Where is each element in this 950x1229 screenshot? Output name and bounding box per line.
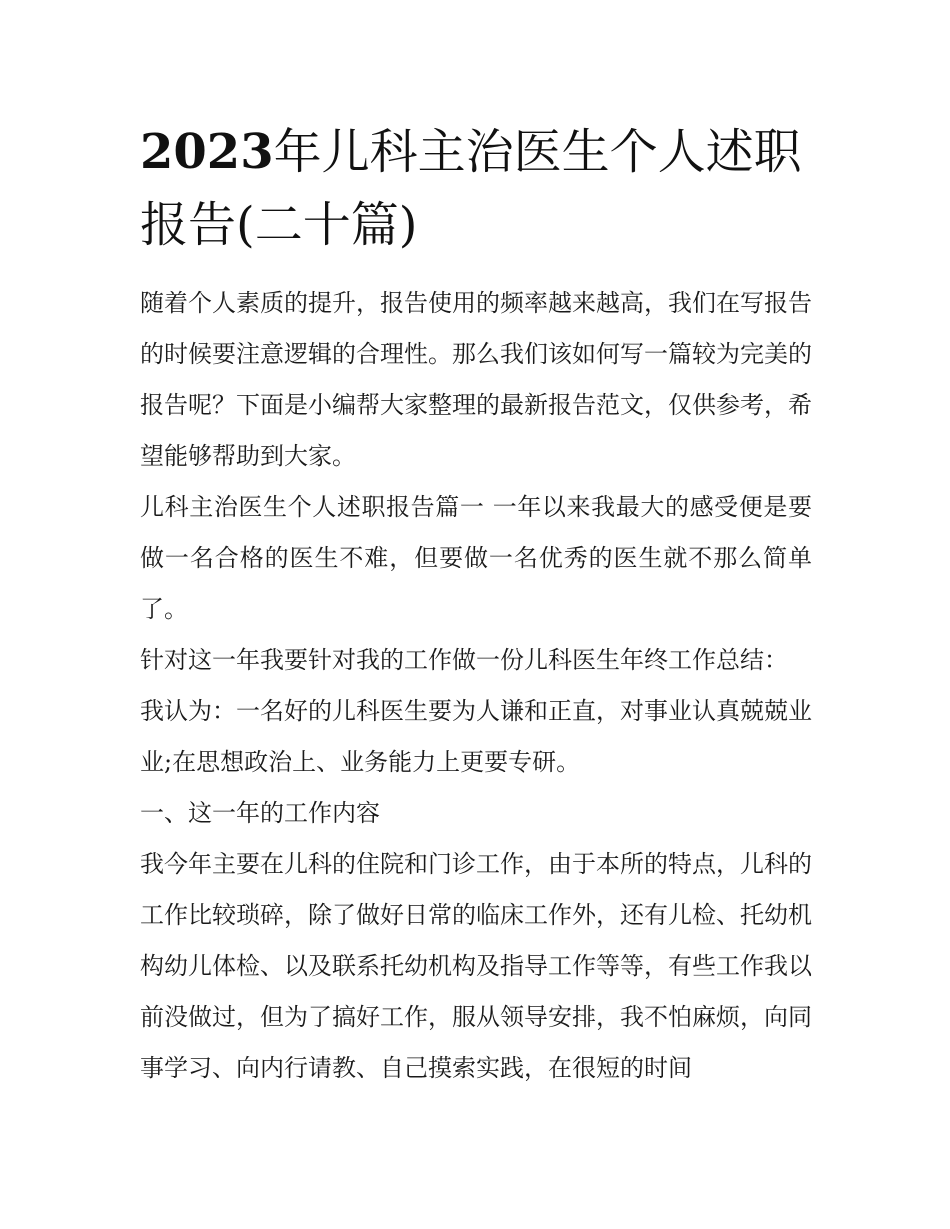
paragraph-chapter-one-opening: 儿科主治医生个人述职报告篇一 一年以来我最大的感受便是要做一名合格的医生不难，但要做一名优秀的医生就不那么简单了。 bbox=[140, 493, 812, 623]
section-heading-work-content: 一、这一年的工作内容 bbox=[140, 799, 380, 827]
document-title bbox=[140, 116, 820, 262]
paragraph-summary-lead: 针对这一年我要针对我的工作做一份儿科医生年终工作总结： bbox=[140, 646, 788, 674]
paragraph-intro: 随着个人素质的提升，报告使用的频率越来越高，我们在写报告的时候要注意逻辑的合理性。那么我们该如何写一篇较为完美的报告呢？下面是小编帮大家整理的最新报告范文，仅供参考，希望能够帮助到大家。 bbox=[140, 289, 812, 470]
title-text: 年儿科主治医生个人述职报告(二十篇) bbox=[140, 124, 802, 253]
paragraph-opinion: 我认为：一名好的儿科医生要为人谦和正直，对事业认真兢兢业业;在思想政治上、业务能力上更要专研。 bbox=[140, 697, 812, 776]
document-body bbox=[140, 278, 812, 1094]
paragraph-work-content: 我今年主要在儿科的住院和门诊工作，由于本所的特点，儿科的工作比较琐碎，除了做好日常的临床工作外，还有儿检、托幼机构幼儿体检、以及联系托幼机构及指导工作等等，有些工作我以前没做过，但为了搞好工作，服从领导安排，我不怕麻烦，向同事学习、向内行请教、自己摸索实践，在很短的时间 bbox=[140, 850, 812, 1082]
title-year: 2023 bbox=[140, 124, 274, 180]
